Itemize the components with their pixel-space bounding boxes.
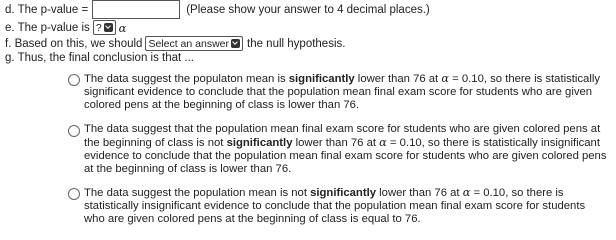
radio-button[interactable] [68,125,80,137]
chevron-down-icon [104,23,113,32]
p-value-compare-select-value: ? [95,21,102,34]
hypothesis-decision-select-value: Select an answer [148,37,229,50]
question-d-hint: (Please show your answer to 4 decimal places.) [186,3,430,16]
question-f-suffix: the null hypothesis. [247,37,346,50]
radio-button[interactable] [68,188,80,200]
hypothesis-decision-select[interactable] [145,36,243,51]
question-d-label: d. The p-value = [5,3,89,16]
conclusion-option-text: The data suggest that the population mean final exam score for students who are given colored pens at the beginning of class is not significantly lower than 76 at α = 0.10, so there is statistically insignificant evidence to conclude that the population mean final exam score for students who are given colored pens at the beginning of class is lower than 76. [84,123,607,175]
question-e [5,20,126,35]
chevron-down-icon [231,39,240,48]
alpha-symbol: α [118,20,127,35]
radio-button[interactable] [68,74,80,86]
question-g [5,52,194,64]
conclusion-option-text: The data suggest the populaton mean is significantly lower than 76 at α = 0.10, so there is statistically significant evidence to conclude that the population mean final exam score for students who are given colored pens at the beginning of class is lower than 76. [84,72,600,111]
question-f-label: f. Based on this, we should [5,37,143,50]
p-value-compare-select[interactable] [93,20,116,35]
question-d [5,0,430,19]
conclusion-option-3[interactable] [68,186,608,226]
conclusion-option-1[interactable] [68,72,608,112]
conclusion-option-2[interactable] [68,123,608,176]
question-g-label: g. Thus, the final conclusion is that ... [5,52,195,64]
p-value-input[interactable] [92,0,180,19]
question-e-label: e. The p-value is [5,21,90,34]
conclusion-option-text: The data suggest the population mean is not significantly lower than 76 at α = 0.10, so there is statistically insignificant evidence to conclude that the population mean final exam score for students who are given colored pens at the beginning of class is equal to 76. [84,186,586,225]
question-f [5,36,345,51]
